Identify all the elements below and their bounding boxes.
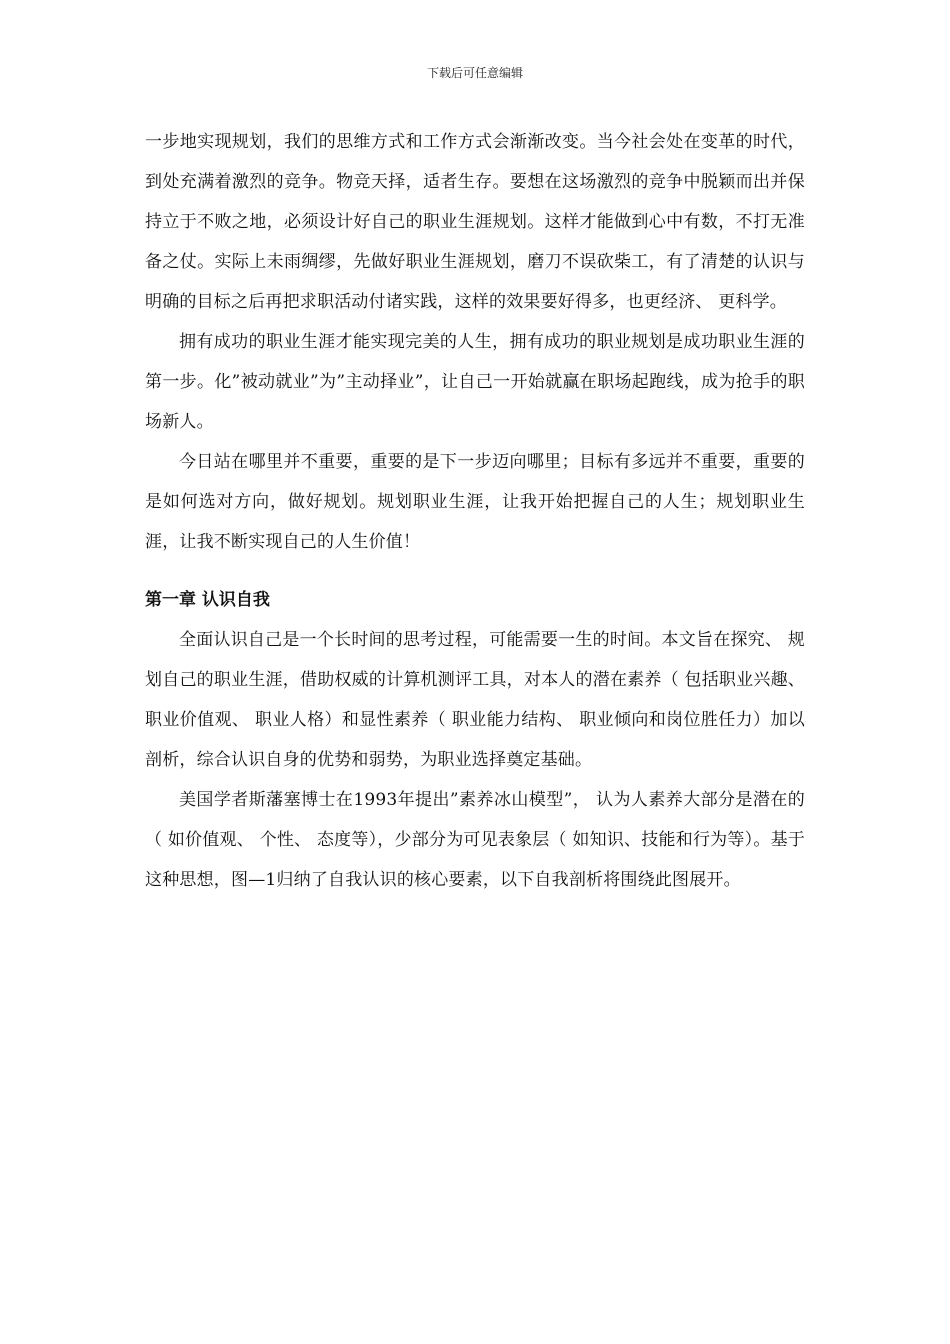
- document-body: [145, 122, 805, 900]
- page-header: 下载后可任意编辑: [426, 66, 523, 80]
- paragraph-self-knowledge: 全面认识自己是一个长时间的思考过程，可能需要一生的时间。本文旨在探究、 规划自己的职业生涯，借助权威的计算机测评工具，对本人的潜在素养（ 包括职业兴趣、 职业价值观、 职业人格）和显性素养（ 职业能力结构、 职业倾向和岗位胜任力）加以剖析，综合认识自身的优势和弱势，为职业选择奠定基础。: [145, 630, 805, 770]
- paragraph-direction: 今日站在哪里并不重要，重要的是下一步迈向哪里；目标有多远并不重要，重要的是如何选对方向，做好规划。规划职业生涯，让我开始把握自己的人生；规划职业生涯，让我不断实现自己的人生价值！: [145, 452, 805, 552]
- paragraph-continuation: 一步地实现规划，我们的思维方式和工作方式会渐渐改变。当今社会处在变革的时代，到处充满着激烈的竞争。物竞天择，适者生存。要想在这场激烈的竞争中脱颖而出并保持立于不败之地，必须设计好自己的职业生涯规划。这样才能做到心中有数，不打无准备之仗。实际上未雨绸缪，先做好职业生涯规划，磨刀不误砍柴工，有了清楚的认识与明确的目标之后再把求职活动付诸实践，这样的效果要好得多，也更经济、 更科学。: [145, 132, 805, 312]
- paragraph-success-career: 拥有成功的职业生涯才能实现完美的人生，拥有成功的职业规划是成功职业生涯的第一步。化”被动就业”为”主动择业”，让自己一开始就赢在职场起跑线，成为抢手的职场新人。: [145, 332, 805, 432]
- paragraph-iceberg-model: 美国学者斯藩塞博士在1993年提出”素养冰山模型”， 认为人素养大部分是潜在的（ 如价值观、 个性、 态度等），少部分为可见表象层（ 如知识、技能和行为等）。基于这种思想，图—1归纳了自我认识的核心要素，以下自我剖析将围绕此图展开。: [145, 790, 805, 890]
- chapter-title: 第一章 认识自我: [145, 590, 270, 610]
